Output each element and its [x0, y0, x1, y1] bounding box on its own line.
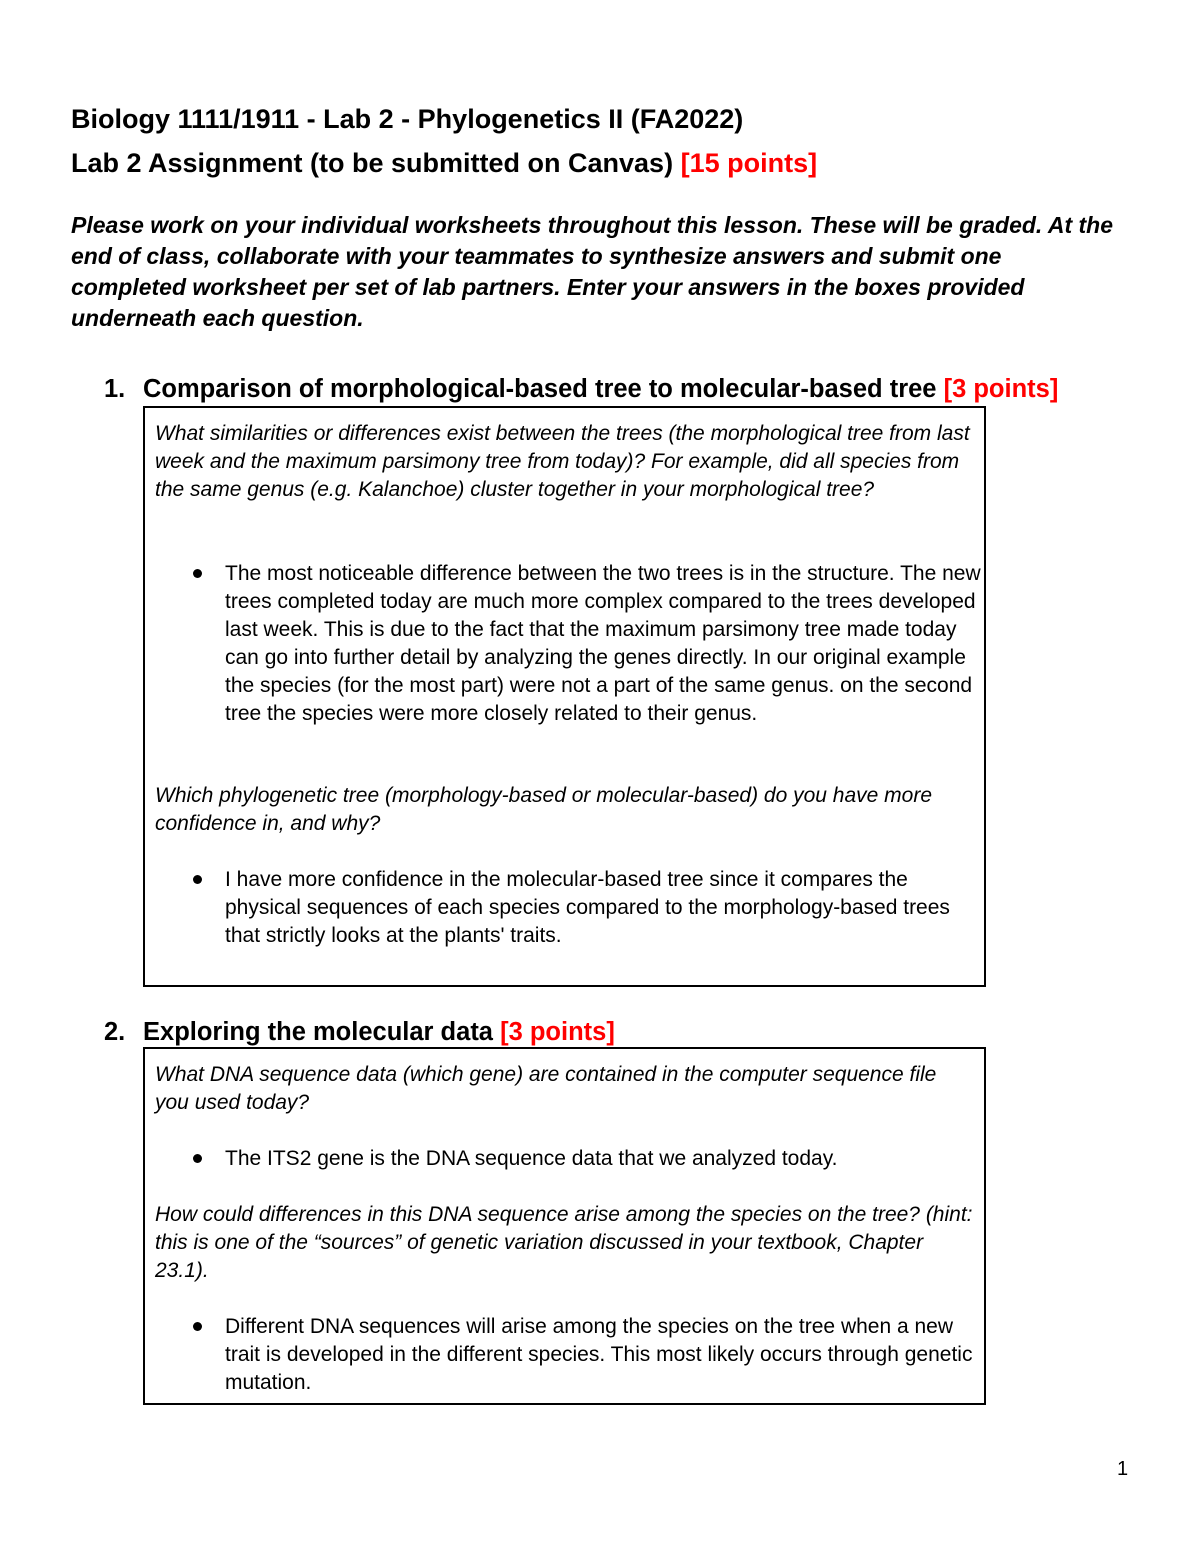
question-1-heading — [104, 373, 1058, 405]
question-2-prompt-2: How could differences in this DNA sequence arise among the species on the tree? (hint: this is one of the “sources” of genetic variation discussed in your textbook, Chapter 23.1). — [155, 1203, 973, 1282]
question-1-answer-1-text[interactable]: The most noticeable difference between the two trees is in the structure. The new trees completed today are much more complex compared to the trees developed last week. This is due to the fact that the maximum parsimony tree made today can go into further detail by analyzing the genes directly. In our original example the species (for the most part) were not a part of the same genus. on the second tree the species were more closely related to their genus. — [225, 562, 981, 725]
question-2-answer-1-text[interactable]: The ITS2 gene is the DNA sequence data that we analyzed today. — [225, 1147, 838, 1170]
instructions-italic: Please work on your individual worksheets throughout this lesson. These will be graded. At the end of class, collaborate with your teammates to synthesize answers and submit one completed worksheet per set of lab partners. — [71, 212, 1113, 300]
question-2-answer-box[interactable] — [143, 1047, 986, 1405]
question-2-heading — [104, 1016, 615, 1048]
question-1-prompt-2: Which phylogenetic tree (morphology-based or molecular-based) do you have more confidence in, and why? — [155, 784, 933, 835]
title-line-1: Biology 1111/1911 - Lab 2 - Phylogenetics II (FA2022) — [71, 104, 744, 134]
bullet-icon — [193, 569, 202, 578]
title-line-2-text: Lab 2 Assignment (to be submitted on Canvas) — [71, 148, 681, 178]
title-line-2 — [71, 141, 1131, 185]
question-1-number: 1. — [104, 375, 126, 403]
question-1-points: [3 points] — [943, 375, 1059, 403]
bullet-icon — [193, 1154, 202, 1163]
bullet-icon — [193, 875, 202, 884]
total-points: [15 points] — [680, 148, 818, 178]
instructions-emphasis: Enter your answers in the boxes provided underneath each question. — [71, 274, 1025, 331]
question-2-number: 2. — [104, 1018, 126, 1046]
question-2-prompt-1: What DNA sequence data (which gene) are contained in the computer sequence file you used today? — [155, 1063, 937, 1114]
question-1-answer-box[interactable] — [143, 406, 986, 987]
instructions — [71, 210, 1121, 334]
question-1-title: Comparison of morphological-based tree to molecular-based tree — [143, 375, 944, 403]
bullet-icon — [193, 1322, 202, 1331]
question-1-prompt-1: What similarities or differences exist between the trees (the morphological tree from last week and the maximum parsimony tree from today)? For example, did all species from the same genus (e.g. Kalanchoe) cluster together in your morphological tree? — [155, 422, 970, 501]
question-2-title: Exploring the molecular data — [143, 1018, 501, 1046]
question-2-answer-2-text[interactable]: Different DNA sequences will arise among the species on the tree when a new trait is developed in the different species. This most likely occurs through genetic mutation. — [225, 1315, 973, 1394]
page-title — [71, 97, 1131, 185]
question-1-answer-2-text[interactable]: I have more confidence in the molecular-based tree since it compares the physical sequences of each species compared to the morphology-based trees that strictly looks at the plants' traits. — [225, 868, 950, 947]
page-number: 1 — [1117, 1458, 1129, 1480]
question-2-points: [3 points] — [500, 1018, 615, 1046]
